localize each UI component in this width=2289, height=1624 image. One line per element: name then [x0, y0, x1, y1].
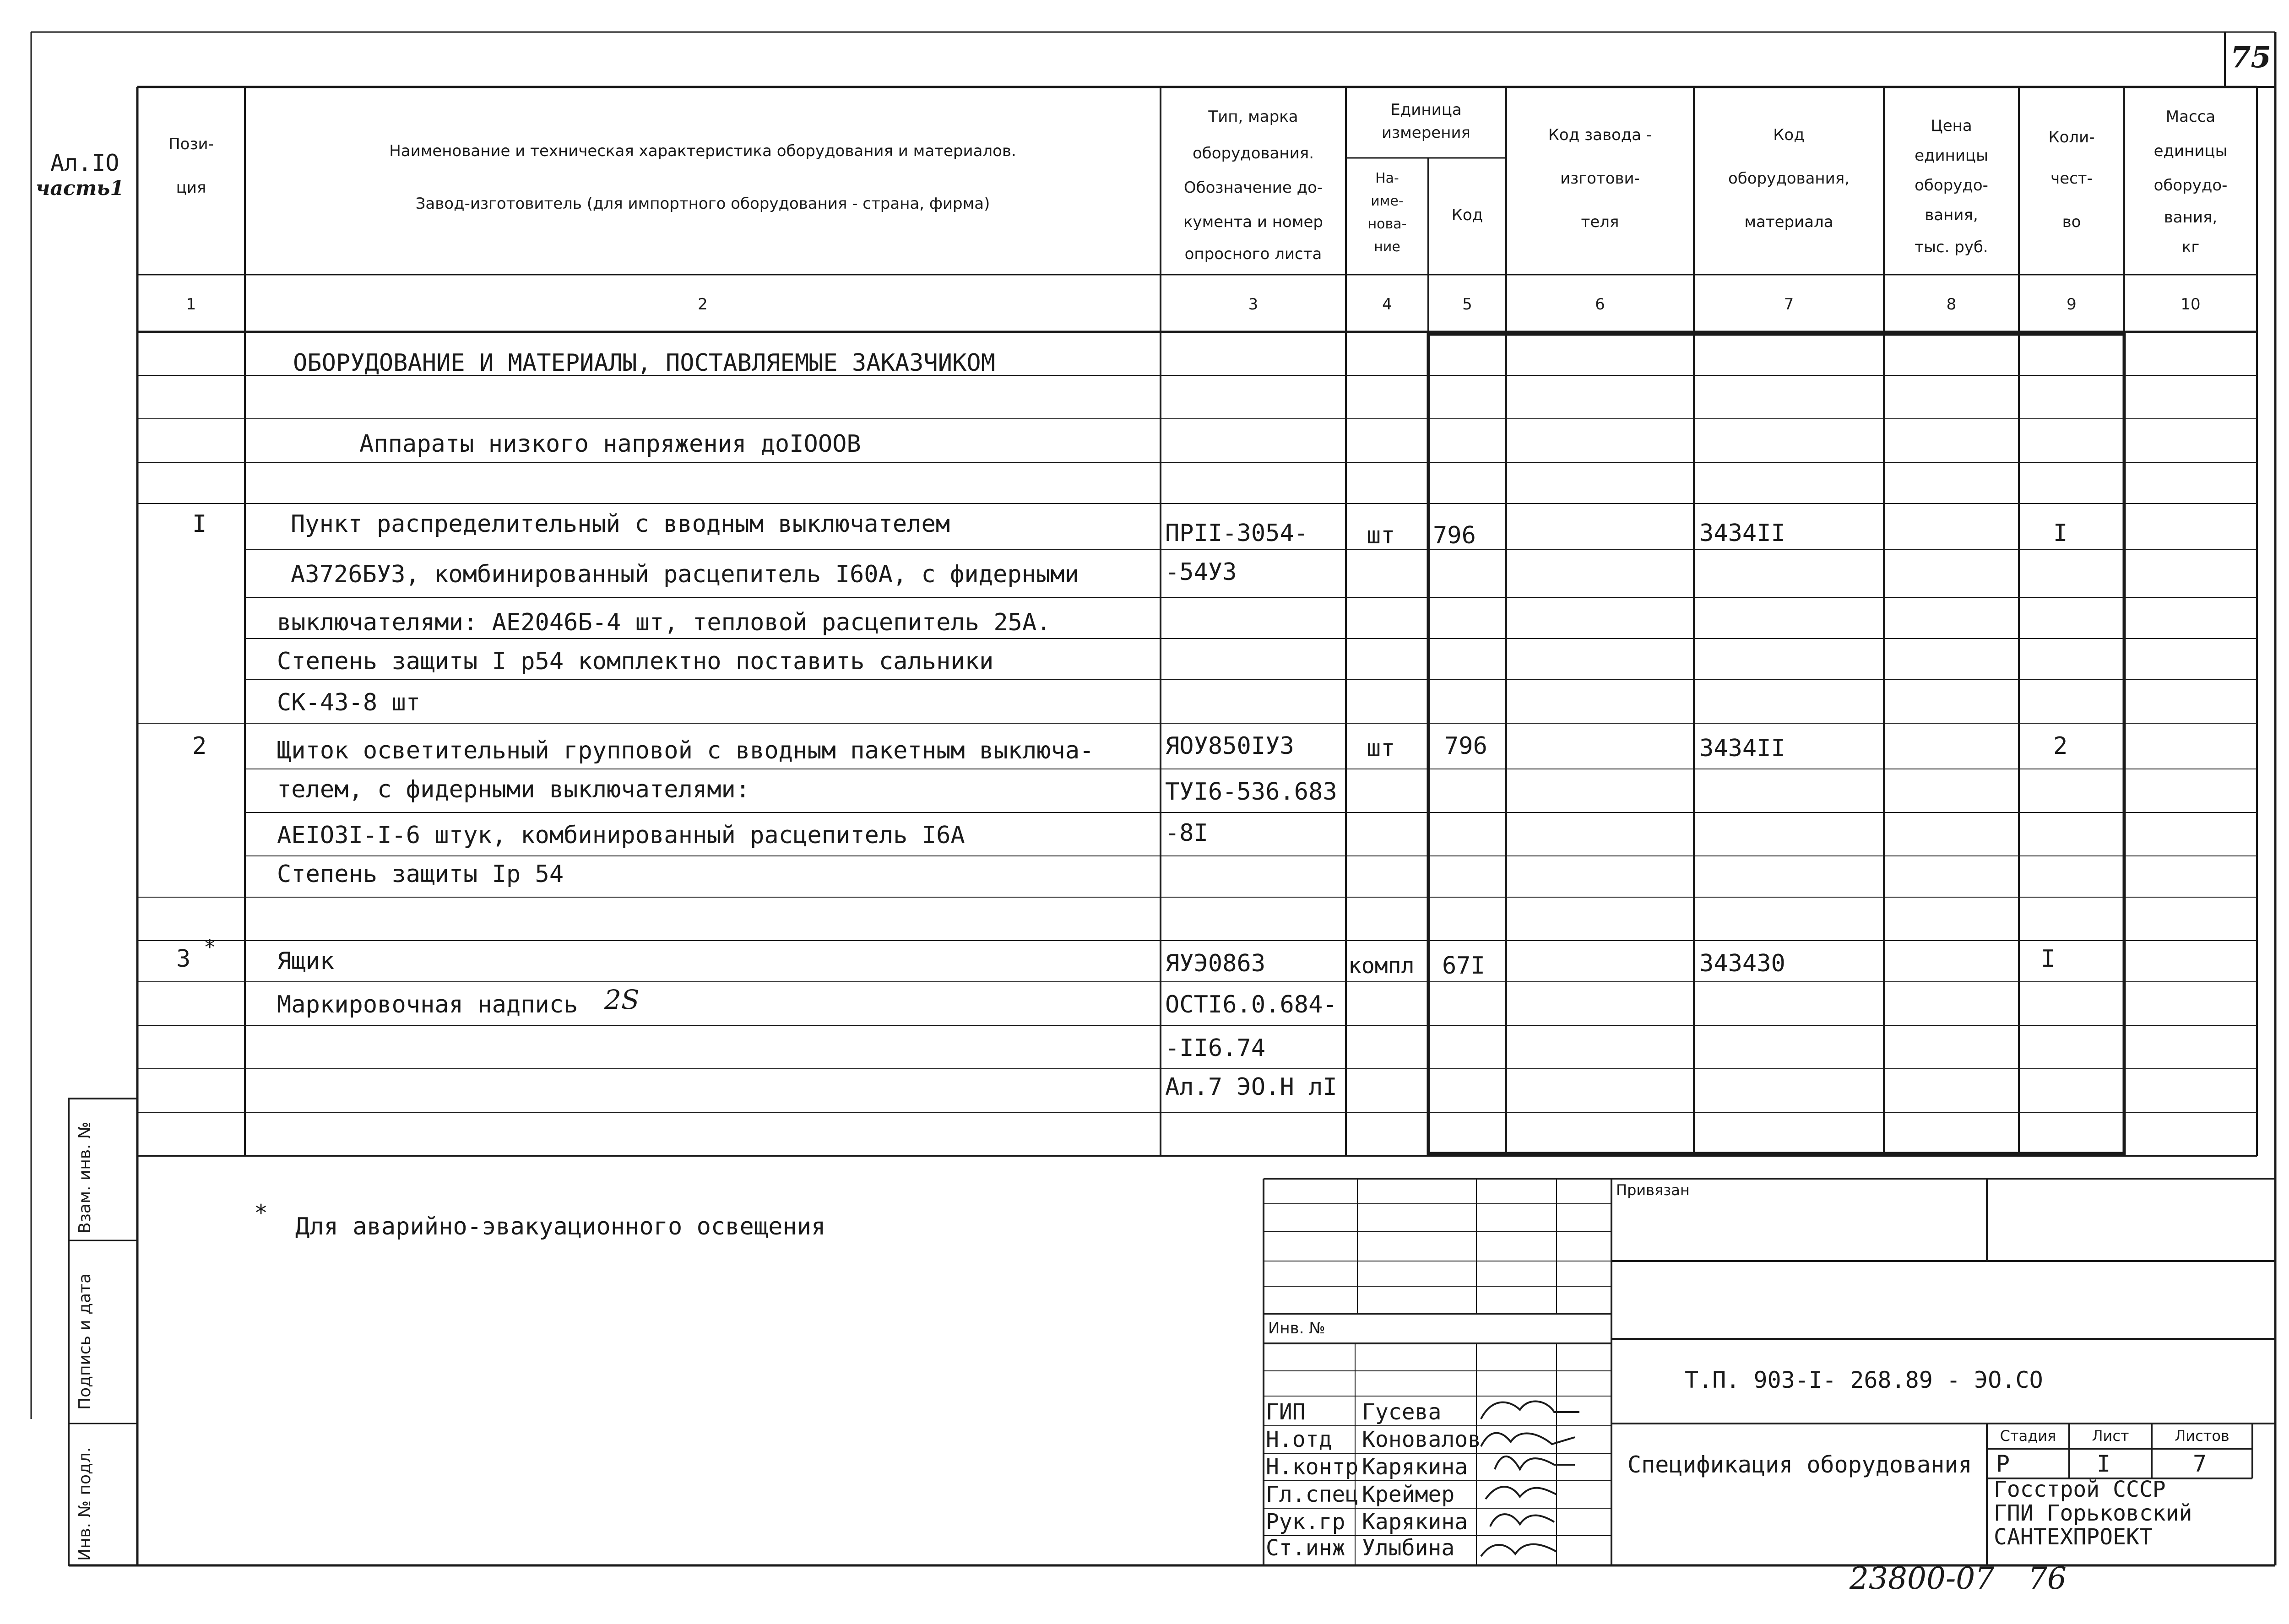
row-name: А3726БУЗ, комбинированный расцепитель I60А, с фидерными	[291, 561, 1079, 588]
row-type: ЯОУ850IУЗ	[1165, 732, 1294, 760]
specification-sheet: 75 Ал.IO часть1 Пози- ция Наименование и техническая характеристика оборудования и материалов. Завод-изготовитель (для импортного оборудования - страна, фирма) Тип, марка оборудования. Обозначение до- кумента и номер опросного листа Единица измерения На- име- нова- ние Код Код завода - изготови- теля Код оборудования, материала Цена единицы оборудо- вания, тыс. руб. Коли- чест- во Масса единицы оборудо- вания, кг 1 2 3 4 5 6 7 8 9 10 ОБОРУДОВАНИЕ И МАТЕРИАЛЫ, ПОСТАВЛЯЕМЫЕ ЗАКАЗЧИКОМ Аппараты низкого напряжения доIOOOB I Пункт распределительный с вводным выключателем ПРII-3054- шт 796 3434II I А3726БУЗ, комбинированный расцепитель I60А, с фидерными -54УЗ выключателями: АЕ2046Б-4 шт, тепловой расцепитель 25А. Степень защиты I р54 комплектно поставить сальники СК-43-8 шт 2 Щиток осветительный групповой с вводным пакетным выключа- ЯОУ850IУЗ шт 796 3434II 2 телем, с фидерными выключателями: ТУI6-536.683 АЕIО3I-I-6 штук, комбинированный расцепитель I6А -8I Степень защиты Iр 54 3 * Ящик ЯУЭ0863 компл 67I 343430 I Маркировочная надпись 2S ОСТI6.0.684- -II6.74 Ал.7 ЭО.Н лI * Для аварийно-эвакуационного освещения Инв. № подл. Подпись и дата Взам. инв. № Привязан Инв. № Т.П. 903-I- 268.89 - ЭО.СО Спецификация оборудования Стадия Лист Листов Р I 7 Госстрой СССР ГПИ Горьковский САНТЕХПРОЕКТ ГИП Гусева Н.отд Коновалов Н.контр Карякина Гл.спец Креймер Рук.гр Карякина Ст.инж Улыбина 23800-07 76	[0, 0, 2289, 1624]
row-unit-code: 67I	[1442, 952, 1485, 980]
header-col5: Код	[1451, 206, 1483, 224]
row-type: -54УЗ	[1165, 558, 1237, 586]
section-title: ОБОРУДОВАНИЕ И МАТЕРИАЛЫ, ПОСТАВЛЯЕМЫЕ ЗАКАЗЧИКОМ	[293, 349, 996, 377]
row-type: ПРII-3054-	[1165, 520, 1309, 547]
role: Ст.инж	[1266, 1535, 1345, 1561]
row-unit: шт	[1367, 735, 1395, 762]
person-name: Карякина	[1362, 1509, 1468, 1535]
person-name: Карякина	[1362, 1454, 1468, 1480]
row-name: Степень защиты I р54 комплектно поставить сальники	[277, 648, 994, 675]
sheets-label: Листов	[2175, 1427, 2229, 1445]
row-type: -II6.74	[1165, 1034, 1266, 1062]
stage-value: Р	[1996, 1451, 2010, 1477]
row-name: Щиток осветительный групповой с вводным пакетным выключа-	[277, 737, 1094, 764]
side-stamp-inv-podl: Инв. № подл.	[76, 1447, 94, 1561]
document-title: Спецификация оборудования	[1627, 1451, 1972, 1478]
row-type: ЯУЭ0863	[1165, 950, 1266, 977]
row-name: Пункт распределительный с вводным выключателем	[291, 510, 950, 538]
row-equipment-code: 343430	[1699, 950, 1785, 977]
row-name: АЕIО3I-I-6 штук, комбинированный расцепитель I6А	[277, 822, 965, 849]
row-name: телем, с фидерными выключателями:	[277, 776, 750, 803]
row-position: 2	[192, 732, 207, 760]
sheet-label: Лист	[2092, 1427, 2129, 1445]
person-name: Креймер	[1362, 1482, 1455, 1507]
row-name: СК-43-8 шт	[277, 689, 421, 716]
row-unit: шт	[1367, 522, 1395, 549]
side-stamp-signature-date: Подпись и дата	[76, 1273, 94, 1410]
sheet-number: 75	[2230, 40, 2272, 75]
row-unit: компл	[1348, 953, 1415, 979]
side-stamp-vzam-inv: Взам. инв. №	[76, 1121, 94, 1234]
footnote-asterisk: *	[254, 1200, 268, 1226]
row-unit-code: 796	[1433, 522, 1476, 549]
row-type: -8I	[1165, 819, 1208, 847]
album-label: Ал.IO	[50, 150, 119, 176]
sheet-value: I	[2097, 1451, 2111, 1477]
person-name: Коновалов	[1362, 1427, 1481, 1452]
row-equipment-code: 3434II	[1699, 735, 1785, 762]
row-quantity: I	[2041, 945, 2056, 973]
album-part: часть1	[36, 177, 124, 200]
archive-number: 23800-07	[1850, 1561, 1995, 1596]
row-type: ТУI6-536.683	[1165, 778, 1337, 806]
row-name: Ящик	[277, 947, 335, 975]
row-quantity: I	[2053, 520, 2068, 547]
row-name: выключателями: АЕ2046Б-4 шт, тепловой расцепитель 25А.	[277, 609, 1051, 636]
row-name: Маркировочная надпись	[277, 991, 578, 1018]
row-name-handwritten: 2S	[604, 984, 640, 1015]
role: Н.контр	[1266, 1454, 1359, 1480]
role: Гл.спец	[1266, 1482, 1359, 1507]
row-equipment-code: 3434II	[1699, 520, 1785, 547]
role: Н.отд	[1266, 1427, 1332, 1452]
person-name: Улыбина	[1362, 1535, 1455, 1561]
row-unit-code: 796	[1444, 732, 1487, 760]
sheets-value: 7	[2193, 1451, 2207, 1477]
title-block-privyazan: Привязан	[1616, 1181, 1690, 1199]
stage-label: Стадия	[2000, 1427, 2056, 1445]
bottom-page-number: 76	[2028, 1561, 2067, 1596]
row-position-asterisk: *	[204, 936, 216, 959]
row-position: I	[192, 510, 207, 538]
subsection-title: Аппараты низкого напряжения доIOOOB	[359, 430, 861, 458]
row-quantity: 2	[2053, 732, 2068, 760]
person-name: Гусева	[1362, 1399, 1442, 1425]
role: Рук.гр	[1266, 1509, 1345, 1535]
row-type: ОСТI6.0.684-	[1165, 991, 1337, 1018]
row-type: Ал.7 ЭО.Н лI	[1165, 1073, 1337, 1101]
document-code: Т.П. 903-I- 268.89 - ЭО.СО	[1685, 1367, 2043, 1393]
footnote-text: Для аварийно-эвакуационного освещения	[295, 1213, 826, 1240]
row-name: Степень защиты Iр 54	[277, 861, 564, 888]
row-position: 3	[176, 945, 191, 973]
role: ГИП	[1266, 1399, 1306, 1425]
title-block-inv: Инв. №	[1268, 1319, 1325, 1337]
